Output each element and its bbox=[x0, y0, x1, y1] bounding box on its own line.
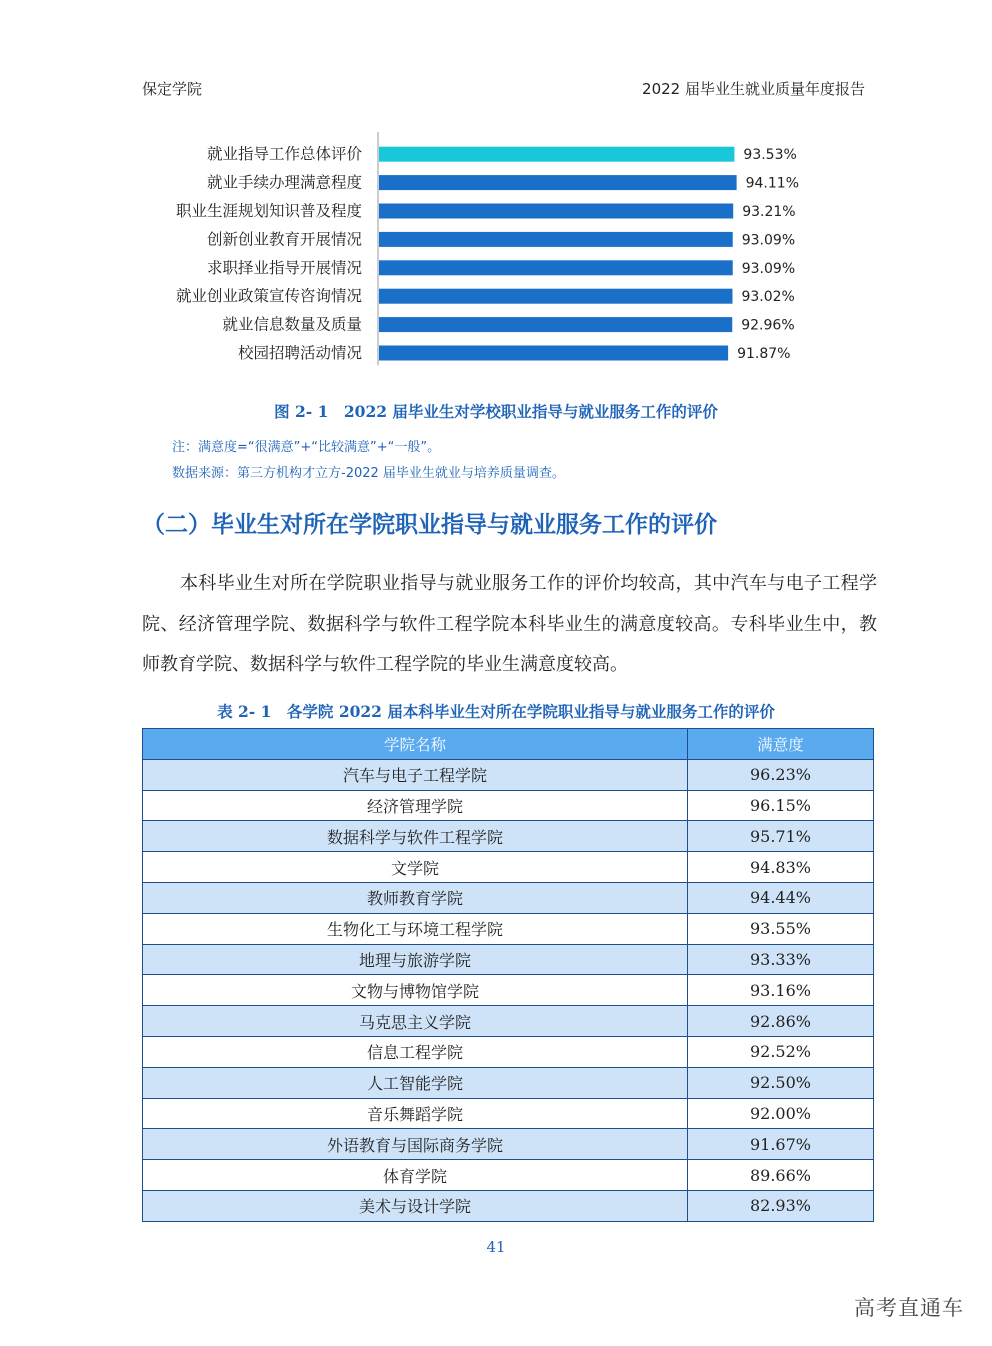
header-school-name: 保定学院 bbox=[142, 80, 203, 98]
satisfaction-cell: 96.15% bbox=[688, 790, 874, 821]
bar-value-label: 93.21% bbox=[742, 204, 796, 220]
header-report-title: 2022 届毕业生就业质量年度报告 bbox=[642, 80, 865, 98]
college-name-cell: 文学院 bbox=[143, 852, 688, 883]
bar bbox=[379, 175, 737, 190]
table-row bbox=[143, 1129, 874, 1160]
college-name-cell: 地理与旅游学院 bbox=[143, 944, 688, 975]
bar-category-label: 职业生涯规划知识普及程度 bbox=[175, 202, 362, 220]
bar-value-label: 93.02% bbox=[741, 289, 795, 306]
section-title: （二）毕业生对所在学院职业指导与就业服务工作的评价 bbox=[142, 512, 717, 538]
table-row bbox=[143, 944, 874, 975]
table-caption: 表 2- 1 各学院 2022 届本科毕业生对所在学院职业指导与就业服务工作的评价 bbox=[217, 702, 775, 721]
table-row bbox=[143, 975, 874, 1006]
satisfaction-cell: 89.66% bbox=[688, 1160, 874, 1191]
bar-category-label: 校园招聘活动情况 bbox=[237, 344, 362, 362]
college-name-cell: 经济管理学院 bbox=[143, 790, 688, 821]
bar-category-label: 就业创业政策宣传咨询情况 bbox=[175, 287, 362, 306]
table-row bbox=[143, 821, 874, 852]
satisfaction-cell: 82.93% bbox=[688, 1190, 874, 1221]
satisfaction-cell: 92.86% bbox=[688, 1006, 874, 1037]
bar-category-label: 就业手续办理满意程度 bbox=[206, 173, 362, 192]
figure-caption: 图 2- 1 2022 届毕业生对学校职业指导与就业服务工作的评价 bbox=[274, 402, 718, 421]
college-name-cell: 汽车与电子工程学院 bbox=[143, 759, 688, 790]
bar-category-label: 就业指导工作总体评价 bbox=[206, 145, 362, 164]
bar-value-label: 93.09% bbox=[741, 232, 796, 249]
bar-value-label: 94.11% bbox=[745, 175, 800, 192]
satisfaction-cell: 92.52% bbox=[688, 1036, 874, 1067]
bar bbox=[379, 232, 733, 247]
bar-value-label: 93.09% bbox=[741, 260, 796, 277]
table-row bbox=[143, 913, 874, 944]
header-college: 学院名称 bbox=[143, 729, 688, 760]
table-row bbox=[143, 882, 874, 913]
college-name-cell: 文物与博物馆学院 bbox=[143, 975, 688, 1006]
table-row bbox=[143, 852, 874, 883]
bar-value-label: 93.53% bbox=[743, 147, 797, 164]
college-name-cell: 生物化工与环境工程学院 bbox=[143, 913, 688, 944]
table-row bbox=[143, 1006, 874, 1037]
bar-value-label: 92.96% bbox=[741, 317, 795, 334]
bar bbox=[379, 317, 732, 332]
bar-category-label: 求职择业指导开展情况 bbox=[206, 258, 362, 277]
bar bbox=[379, 289, 732, 304]
college-name-cell: 体育学院 bbox=[143, 1160, 688, 1191]
table-header-row bbox=[143, 729, 874, 760]
table-row bbox=[143, 790, 874, 821]
evaluation-bar-chart bbox=[142, 128, 862, 378]
satisfaction-cell: 91.67% bbox=[688, 1129, 874, 1160]
bar-value-label: 91.87% bbox=[737, 346, 791, 362]
page-number: 41 bbox=[486, 1238, 506, 1256]
bar bbox=[379, 204, 733, 219]
college-name-cell: 美术与设计学院 bbox=[143, 1190, 688, 1221]
college-name-cell: 音乐舞蹈学院 bbox=[143, 1098, 688, 1129]
satisfaction-cell: 92.00% bbox=[688, 1098, 874, 1129]
college-name-cell: 信息工程学院 bbox=[143, 1036, 688, 1067]
bar-category-label: 创新创业教育开展情况 bbox=[206, 230, 362, 249]
satisfaction-cell: 95.71% bbox=[688, 821, 874, 852]
table-row bbox=[143, 1036, 874, 1067]
bar bbox=[379, 147, 734, 162]
figure-source: 数据来源：第三方机构才立方-2022 届毕业生就业与培养质量调查。 bbox=[172, 466, 565, 481]
table-row bbox=[143, 1190, 874, 1221]
college-satisfaction-table bbox=[142, 728, 874, 1222]
satisfaction-cell: 93.16% bbox=[688, 975, 874, 1006]
satisfaction-cell: 92.50% bbox=[688, 1067, 874, 1098]
college-name-cell: 马克思主义学院 bbox=[143, 1006, 688, 1037]
table-row bbox=[143, 1098, 874, 1129]
table-row bbox=[143, 1160, 874, 1191]
section-paragraph: 本科毕业生对所在学院职业指导与就业服务工作的评价均较高，其中汽车与电子工程学院、经济管理学院、数据科学与软件工程学院本科毕业生的满意度较高。专科毕业生中，教师教育学院、数据科学与软件工程学院的毕业生满意度较高。 bbox=[142, 573, 877, 675]
satisfaction-cell: 96.23% bbox=[688, 759, 874, 790]
watermark: 高考直通车 bbox=[854, 1296, 964, 1320]
college-name-cell: 人工智能学院 bbox=[143, 1067, 688, 1098]
bar-category-label: 就业信息数量及质量 bbox=[222, 315, 362, 334]
satisfaction-cell: 94.44% bbox=[688, 882, 874, 913]
satisfaction-cell: 93.55% bbox=[688, 913, 874, 944]
satisfaction-cell: 94.83% bbox=[688, 852, 874, 883]
college-name-cell: 外语教育与国际商务学院 bbox=[143, 1129, 688, 1160]
college-name-cell: 教师教育学院 bbox=[143, 882, 688, 913]
figure-note: 注：满意度=“很满意”+“比较满意”+“一般”。 bbox=[172, 440, 441, 455]
table-row bbox=[143, 759, 874, 790]
header-satisfaction: 满意度 bbox=[688, 729, 874, 760]
table-row bbox=[143, 1067, 874, 1098]
bar bbox=[379, 346, 728, 361]
college-name-cell: 数据科学与软件工程学院 bbox=[143, 821, 688, 852]
satisfaction-cell: 93.33% bbox=[688, 944, 874, 975]
bar bbox=[379, 260, 733, 275]
